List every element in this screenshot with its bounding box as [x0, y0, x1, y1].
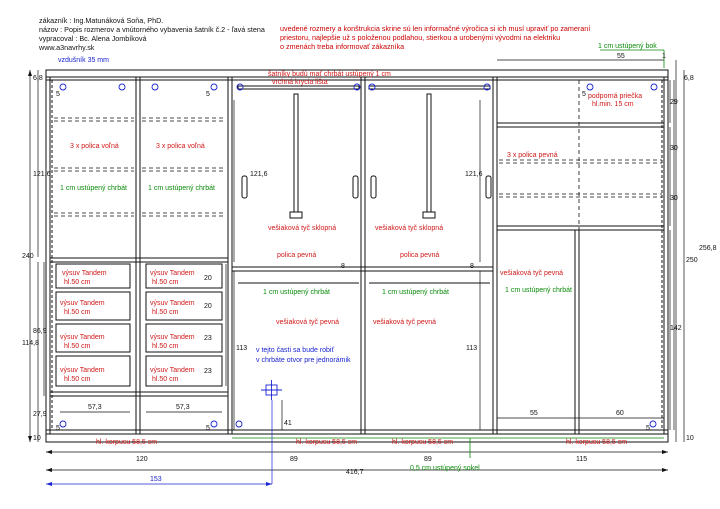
- dim-plinth-left: 10: [33, 435, 41, 442]
- dim-h-5-1: 5: [56, 91, 60, 98]
- depth-label-3: hl. korpusu 58,5 cm: [392, 439, 454, 446]
- dim-h-23-1: 23: [204, 335, 212, 342]
- dim-153: 153: [150, 476, 162, 483]
- drawer-6-depth: hl.50 cm: [152, 309, 179, 316]
- label-shelf3-loose-1: 3 x polica voľná: [70, 143, 119, 150]
- label-plinth: 0,5 cm ustúpený sokel: [410, 465, 480, 472]
- dim-top-right: 6,8: [684, 75, 694, 82]
- dim-mid-left-upper: 121,6: [250, 171, 268, 178]
- label-support-min: hl.min. 15 cm: [592, 101, 634, 108]
- label-back-step-3: 1 cm ustúpený chrbát: [263, 289, 330, 296]
- depth-label-1: hl. korpusu 58,5 cm: [96, 439, 158, 446]
- note-line-2: priestoru, najlepšie už s položenou podlahou, stierkou a urobenými vývodmi na elektriku: [280, 33, 561, 42]
- label-back-step-1: 1 cm ustúpený chrbát: [60, 185, 127, 192]
- dim-h-5-6: 5: [646, 425, 650, 432]
- dim-h-23-2: 23: [204, 368, 212, 375]
- label-shelf3-fixed: 3 x polica pevná: [507, 152, 558, 159]
- drawer-4-title: výsuv Tandem: [60, 367, 105, 374]
- dim-h-20-2: 20: [204, 303, 212, 310]
- drawer-7-title: výsuv Tandem: [150, 334, 195, 341]
- dim-left-lower: 114,8: [22, 340, 39, 347]
- dim-h-20-1: 20: [204, 275, 212, 282]
- drawer-3-title: výsuv Tandem: [60, 334, 105, 341]
- dim-left-bottom: 27,9: [33, 411, 47, 418]
- dim-mid-right-upper: 121,6: [465, 171, 483, 178]
- label-vent: vzdušník 35 mm: [58, 57, 109, 64]
- label-side-step: 1 cm ustúpený bok: [598, 43, 657, 50]
- dim-h-113-2: 113: [466, 345, 478, 352]
- label-rod-tilt-1: vešiaková tyč sklopná: [268, 225, 337, 232]
- dim-h-1: 1: [662, 53, 666, 60]
- dim-total-right: 256,8: [699, 245, 717, 252]
- label-support-shelf: podporná priečka: [588, 93, 643, 100]
- drawer-1-depth: hl.50 cm: [64, 279, 91, 286]
- drawer-8-title: výsuv Tandem: [150, 367, 195, 374]
- label-back-step-4: 1 cm ustúpený chrbát: [382, 289, 449, 296]
- dim-w-total: 416,7: [346, 469, 364, 476]
- label-cutout-2: v chrbáte otvor pre jednorámik: [256, 357, 351, 364]
- label-rod-fixed-2: vešiaková tyč pevná: [373, 319, 437, 326]
- drawer-5-title: výsuv Tandem: [150, 270, 195, 277]
- dim-w-89-1: 89: [290, 456, 298, 463]
- dim-w-55-top: 55: [617, 53, 625, 60]
- drawer-8-depth: hl.50 cm: [152, 376, 179, 383]
- label-rod-fixed-1: vešiaková tyč pevná: [276, 319, 340, 326]
- dim-total-height: 240: [22, 253, 34, 260]
- drawer-7-depth: hl.50 cm: [152, 343, 179, 350]
- dim-drawer-w-2: 57,3: [176, 404, 190, 411]
- label-shelf-fixed-2: polica pevná: [400, 252, 440, 259]
- label-shelf3-loose-2: 3 x polica voľná: [156, 143, 205, 150]
- drawer-1-title: výsuv Tandem: [62, 270, 107, 277]
- label-rod-fixed-right: vešiaková tyč pevná: [500, 270, 564, 277]
- drawer-2-title: výsuv Tandem: [60, 300, 105, 307]
- dim-left-upper: 121,6: [33, 171, 51, 178]
- cover-strip-left: [238, 86, 359, 89]
- drawer-6-title: výsuv Tandem: [150, 300, 195, 307]
- depth-label-4: hl. korpusu 58,5 cm: [566, 439, 628, 446]
- label-cutout-1: v tejto časti sa bude robiť: [256, 347, 335, 354]
- dim-w-60: 60: [616, 410, 624, 417]
- dim-h-5-5: 5: [206, 425, 210, 432]
- drawer-4-depth: hl.50 cm: [64, 376, 91, 383]
- dim-h-142: 142: [670, 325, 682, 332]
- dim-h-5-4: 5: [56, 425, 60, 432]
- dim-w-115: 115: [576, 456, 588, 463]
- header-author: vypracoval : Bc. Alena Jombíková: [39, 34, 147, 43]
- note-line-1: uvedené rozmery a konštrukcia skrine sú len informačné výročica si ich musí upraviť po zameraní: [280, 24, 591, 33]
- dim-h-41: 41: [284, 420, 292, 427]
- dim-h-30-1: 30: [670, 145, 678, 152]
- header-website: www.a3navrhy.sk: [39, 43, 95, 52]
- dim-h-8-1: 8: [341, 263, 345, 270]
- header-client: zákazník : Ing.Matunáková Soňa, PhD.: [39, 16, 164, 25]
- dim-h-113-1: 113: [236, 345, 248, 352]
- dim-w-120: 120: [136, 456, 148, 463]
- dim-w-55: 55: [530, 410, 538, 417]
- note-line-3: o zmenách treba informovať zákazníka: [280, 42, 405, 51]
- header-title: názov : Popis rozmerov a vnútorného vybavenia šatník č.2 - ľavá stena: [39, 25, 265, 34]
- drawer-3-depth: hl.50 cm: [64, 343, 91, 350]
- dim-right-250: 250: [686, 257, 698, 264]
- dim-h-5-3: 5: [582, 91, 586, 98]
- drawer-2-depth: hl.50 cm: [64, 309, 91, 316]
- label-top-note: šatníky budú mať chrbát ustúpený 1 cm: [268, 71, 391, 78]
- dim-h-5-2: 5: [206, 91, 210, 98]
- dim-drawer-w-1: 57,3: [88, 404, 102, 411]
- dim-left-mid: 86,9: [33, 328, 47, 335]
- dim-w-89-2: 89: [424, 456, 432, 463]
- dim-top: 6,8: [33, 75, 43, 82]
- label-shelf-fixed-1: polica pevná: [277, 252, 317, 259]
- depth-label-2: hl. korpusu 58,5 cm: [296, 439, 358, 446]
- label-back-step-5: 1 cm ustúpený chrbát: [505, 287, 572, 294]
- dim-h-29: 29: [670, 99, 678, 106]
- dim-h-8-2: 8: [470, 263, 474, 270]
- dim-h-30-2: 30: [670, 195, 678, 202]
- drawer-5-depth: hl.50 cm: [152, 279, 179, 286]
- cover-strip-right: [369, 86, 490, 89]
- label-back-step-2: 1 cm ustúpený chrbát: [148, 185, 215, 192]
- label-cover-strip: vrchná krycia lišta: [272, 79, 328, 86]
- dim-plinth-right: 10: [686, 435, 694, 442]
- label-rod-tilt-2: vešiaková tyč sklopná: [375, 225, 444, 232]
